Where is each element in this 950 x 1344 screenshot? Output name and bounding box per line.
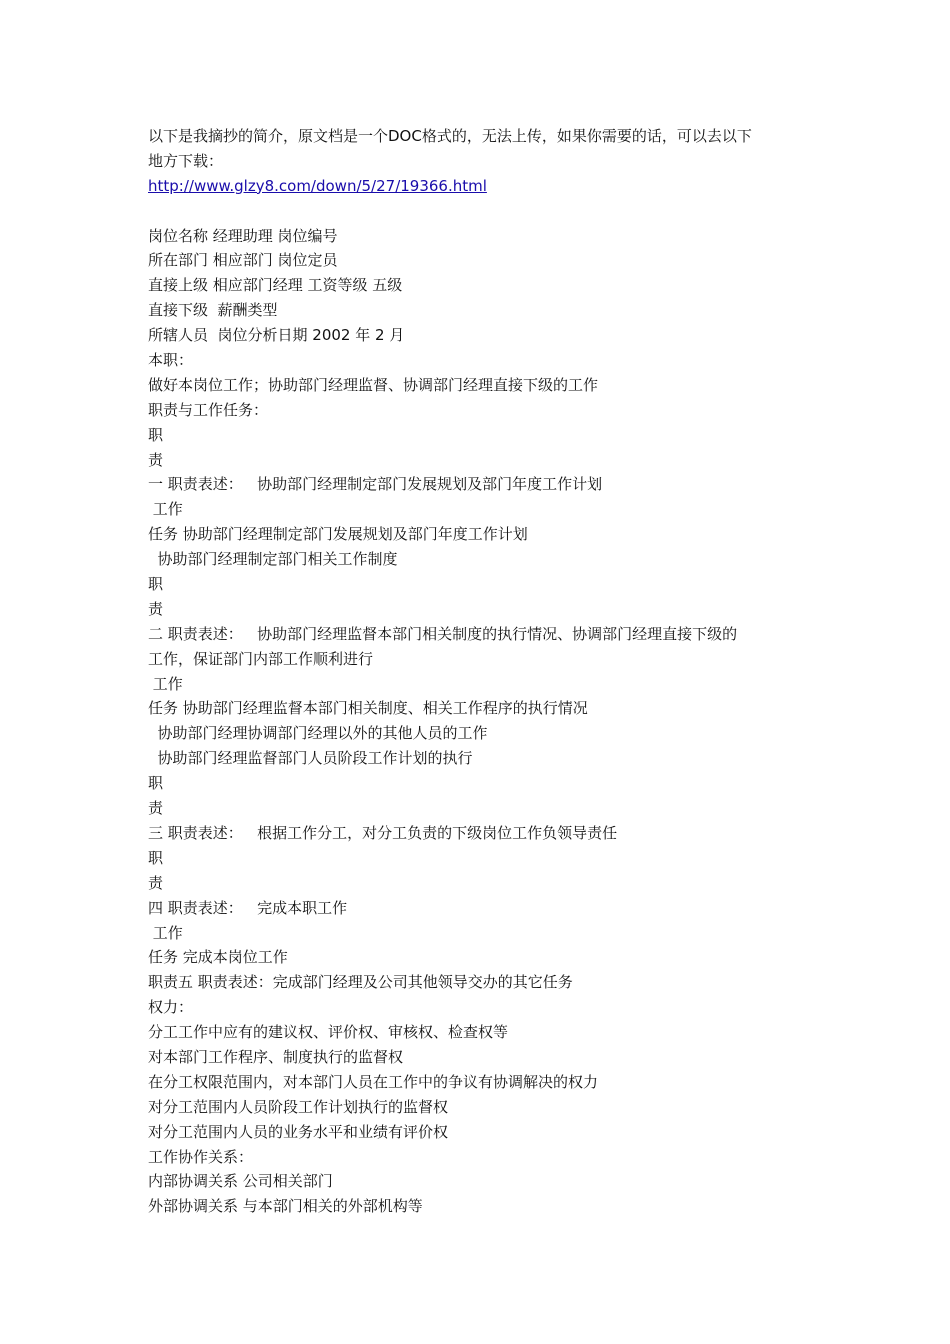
body-line: 本职： [148, 351, 194, 370]
body-line: 权力： [148, 998, 194, 1017]
body-line: 三 职责表述： 根据工作分工，对分工负责的下级岗位工作负领导责任 [148, 823, 618, 842]
body-line: 做好本岗位工作；协助部门经理监督、协调部门经理直接下级的工作 [148, 375, 599, 394]
body-line: 任务 协助部门经理制定部门发展规划及部门年度工作计划 [148, 525, 528, 544]
body-line: 职 [148, 848, 164, 867]
header-line-position-name: 岗位名称 经理助理 岗位编号 [148, 226, 338, 245]
body-line: 任务 完成本岗位工作 [148, 948, 288, 967]
body-line: 协助部门经理协调部门经理以外的其他人员的工作 [148, 724, 488, 743]
body-line: 任务 协助部门经理监督本部门相关制度、相关工作程序的执行情况 [148, 699, 588, 718]
download-link[interactable]: http://www.glzy8.com/down/5/27/19366.html [148, 176, 487, 195]
header-line-analysis-date: 所辖人员 岗位分析日期 2002 年 2 月 [148, 326, 405, 345]
body-line: 工作，保证部门内部工作顺利进行 [148, 649, 374, 668]
body-line: 内部协调关系 公司相关部门 [148, 1172, 333, 1191]
body-line: 职 [148, 774, 164, 793]
body-line: 外部协调关系 与本部门相关的外部机构等 [148, 1197, 423, 1216]
body-line: 四 职责表述： 完成本职工作 [148, 898, 348, 917]
body-line: 工作协作关系： [148, 1147, 254, 1166]
intro-line-2: 地方下载： [148, 151, 224, 170]
header-line-subordinate: 直接下级 薪酬类型 [148, 301, 278, 320]
body-line: 职责五 职责表述：完成部门经理及公司其他领导交办的其它任务 [148, 973, 573, 992]
blank-line [148, 199, 808, 224]
body-line: 分工工作中应有的建议权、评价权、审核权、检查权等 [148, 1023, 509, 1042]
body-line: 在分工权限范围内，对本部门人员在工作中的争议有协调解决的权力 [148, 1072, 599, 1091]
body-line: 对本部门工作程序、制度执行的监督权 [148, 1047, 404, 1066]
body-line: 协助部门经理制定部门相关工作制度 [148, 550, 398, 569]
body-line: 责 [148, 799, 164, 818]
body-line: 对分工范围内人员的业务水平和业绩有评价权 [148, 1122, 449, 1141]
body-line: 工作 [148, 923, 183, 942]
body-line: 对分工范围内人员阶段工作计划执行的监督权 [148, 1097, 449, 1116]
body-line: 职责与工作任务： [148, 400, 269, 419]
header-line-superior: 直接上级 相应部门经理 工资等级 五级 [148, 276, 403, 295]
body-line: 协助部门经理监督部门人员阶段工作计划的执行 [148, 749, 473, 768]
header-line-department: 所在部门 相应部门 岗位定员 [148, 251, 338, 270]
body-line: 职 [148, 425, 164, 444]
document-body [148, 124, 808, 1219]
body-line: 工作 [148, 674, 183, 693]
body-line: 职 [148, 575, 164, 594]
body-line: 责 [148, 873, 164, 892]
body-line: 二 职责表述： 协助部门经理监督本部门相关制度的执行情况、协调部门经理直接下级的 [148, 624, 738, 643]
intro-line-1: 以下是我摘抄的简介，原文档是一个DOC格式的，无法上传，如果你需要的话，可以去以下 [148, 127, 752, 145]
body-line: 责 [148, 450, 164, 469]
body-line: 责 [148, 599, 164, 618]
body-line: 一 职责表述： 协助部门经理制定部门发展规划及部门年度工作计划 [148, 475, 603, 494]
body-line: 工作 [148, 500, 183, 519]
